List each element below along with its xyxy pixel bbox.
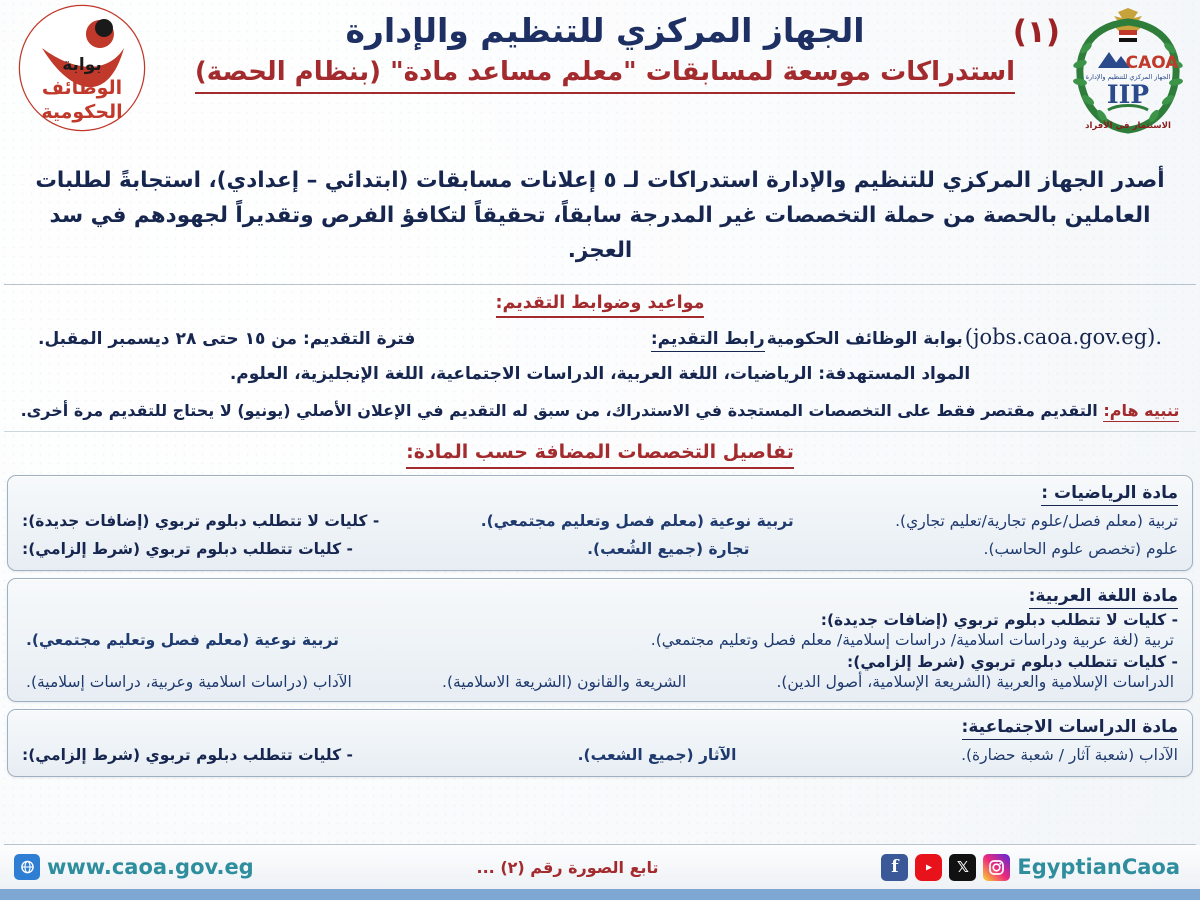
svg-text:الوظائف: الوظائف bbox=[41, 77, 123, 99]
svg-text:IIP: IIP bbox=[1106, 80, 1150, 109]
group-label: - كليات تتطلب دبلوم تربوي (شرط إلزامي): bbox=[847, 653, 1178, 672]
svg-text:الجهاز المركزي للتنظيم والإدار: الجهاز المركزي للتنظيم والإدارة bbox=[1085, 73, 1171, 81]
page-number-badge: (١) bbox=[1012, 14, 1060, 50]
application-link-cell[interactable] bbox=[651, 325, 1162, 352]
subtitle-wrap bbox=[195, 57, 1015, 94]
dates-heading-text: مواعيد وضوابط التقديم: bbox=[496, 293, 705, 318]
card-row bbox=[22, 739, 1178, 767]
application-period bbox=[38, 329, 415, 349]
card-arabic-language bbox=[7, 578, 1193, 702]
target-subjects-label: المواد المستهدفة: bbox=[818, 364, 971, 385]
card-social-studies bbox=[7, 709, 1193, 777]
card-row bbox=[22, 505, 1178, 533]
important-notice bbox=[0, 394, 1200, 429]
group-options bbox=[22, 629, 1178, 650]
option-item: الآداب (شعبة آثار / شعبة حضارة). bbox=[961, 746, 1178, 765]
application-period-label: فترة التقديم: bbox=[303, 329, 416, 350]
website-url[interactable]: www.caoa.gov.eg bbox=[47, 855, 254, 879]
facebook-icon[interactable]: f bbox=[881, 854, 908, 881]
row-label: - كليات تتطلب دبلوم تربوي (شرط إلزامي): bbox=[22, 540, 353, 559]
option-item: تجارة (جميع الشُعب). bbox=[587, 540, 750, 559]
application-period-row bbox=[20, 317, 1180, 354]
card-title-text: مادة الرياضيات : bbox=[1041, 483, 1178, 506]
header-titles bbox=[168, 4, 1042, 94]
option-item: تربية نوعية (معلم فصل وتعليم مجتمعي). bbox=[480, 512, 794, 531]
details-heading-text: تفاصيل التخصصات المضافة حسب المادة: bbox=[406, 441, 794, 469]
notice-tag: تنبيه هام: bbox=[1103, 401, 1180, 421]
row-label: - كليات تتطلب دبلوم تربوي (شرط إلزامي): bbox=[22, 746, 353, 765]
social-handle[interactable]: EgyptianCaoa bbox=[1017, 855, 1180, 879]
application-link-label: رابط التقديم: bbox=[651, 329, 765, 352]
svg-text:الاستثمار في الأفراد: الاستثمار في الأفراد bbox=[1085, 121, 1171, 131]
caoa-iip-emblem bbox=[1064, 2, 1192, 136]
option-item: تربية (لغة عربية ودراسات اسلامية/ دراسات إسلامية/ معلم فصل وتعليم مجتمعي). bbox=[650, 631, 1174, 650]
card-title-text: مادة الدراسات الاجتماعية: bbox=[962, 717, 1178, 740]
option-item: الشريعة والقانون (الشريعة الاسلامية). bbox=[442, 673, 687, 692]
social-links bbox=[881, 854, 1186, 881]
target-subjects-value: الرياضيات، اللغة العربية، الدراسات الاجتماعية، اللغة الإنجليزية، العلوم. bbox=[229, 364, 813, 385]
globe-icon bbox=[14, 854, 40, 880]
application-link-value: بوابة الوظائف الحكومية bbox=[766, 329, 963, 350]
option-item: الآداب (دراسات اسلامية وعربية، دراسات إسلامية). bbox=[26, 673, 352, 692]
group-label: - كليات لا تتطلب دبلوم تربوي (إضافات جديدة): bbox=[820, 611, 1178, 630]
x-twitter-icon[interactable]: 𝕏 bbox=[949, 854, 976, 881]
option-item: علوم (تخصص علوم الحاسب). bbox=[983, 540, 1178, 559]
youtube-icon[interactable] bbox=[915, 854, 942, 881]
details-heading bbox=[0, 432, 1200, 469]
dates-and-rules-section bbox=[0, 285, 1200, 394]
website-link[interactable] bbox=[14, 854, 254, 880]
footer bbox=[0, 844, 1200, 900]
footer-note: تابع الصورة رقم (٢) ... bbox=[476, 857, 659, 877]
option-item: تربية (معلم فصل/علوم تجارية/تعليم تجاري). bbox=[895, 512, 1178, 531]
card-title bbox=[22, 717, 1178, 737]
svg-text:الحكومية: الحكومية bbox=[41, 101, 123, 123]
option-item: الدراسات الإسلامية والعربية (الشريعة الإسلامية، أصول الدين). bbox=[776, 673, 1174, 692]
option-item: الآثار (جميع الشعب). bbox=[577, 746, 737, 765]
card-title bbox=[22, 483, 1178, 503]
specialization-cards bbox=[0, 469, 1200, 784]
card-row bbox=[22, 533, 1178, 561]
svg-text:بوابة: بوابة bbox=[62, 55, 102, 75]
footer-accent-bar bbox=[0, 889, 1200, 900]
page-title: الجهاز المركزي للتنظيم والإدارة bbox=[345, 11, 865, 50]
page-subtitle: استدراكات موسعة لمسابقات "معلم مساعد مادة" (بنظام الحصة) bbox=[194, 57, 1016, 88]
notice-text: التقديم مقتصر فقط على التخصصات المستجدة في الاستدراك، من سبق له التقديم في الإعلان الأصلي (يونيو) لا يحتاج للتقديم مرة أخرى. bbox=[20, 401, 1098, 421]
option-item: تربية نوعية (معلم فصل وتعليم مجتمعي). bbox=[26, 631, 339, 650]
card-title bbox=[22, 586, 1178, 606]
application-url[interactable]: (jobs.caoa.gov.eg). bbox=[964, 325, 1162, 350]
header bbox=[0, 0, 1200, 148]
government-jobs-portal-logo bbox=[12, 2, 152, 134]
card-title-text: مادة اللغة العربية: bbox=[1029, 586, 1178, 609]
group-options bbox=[22, 671, 1178, 692]
application-period-value: من ١٥ حتى ٢٨ ديسمبر المقبل. bbox=[38, 329, 298, 350]
row-label: - كليات لا تتطلب دبلوم تربوي (إضافات جديدة): bbox=[22, 512, 380, 531]
instagram-icon[interactable] bbox=[983, 854, 1010, 881]
svg-text:CAOA: CAOA bbox=[1125, 53, 1179, 73]
card-mathematics bbox=[7, 475, 1193, 571]
target-subjects-line bbox=[20, 354, 1180, 390]
intro-paragraph: أصدر الجهاز المركزي للتنظيم والإدارة استدراكات لـ ٥ إعلانات مسابقات (ابتدائي – إعدادي)، استجابةً لطلبات العاملين بالحصة من حملة التخصصات غير المدرجة سابقاً، تحقيقاً لتكافؤ الفرص وتقديراً لجهودهم في سد العجز. bbox=[35, 168, 1165, 263]
dates-heading bbox=[20, 293, 1180, 313]
